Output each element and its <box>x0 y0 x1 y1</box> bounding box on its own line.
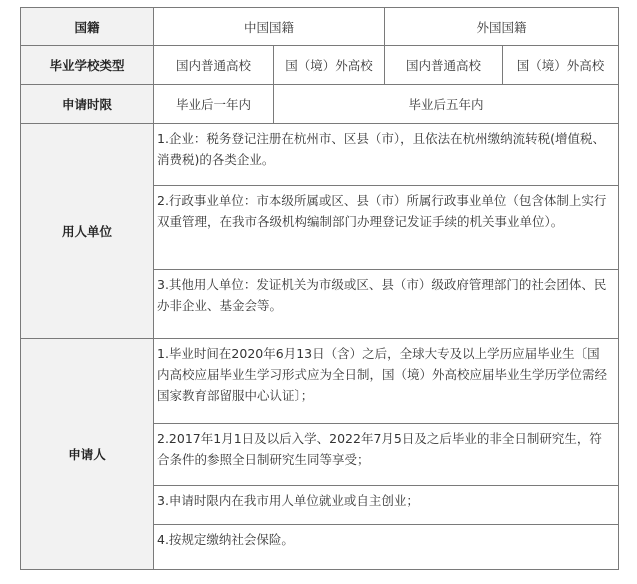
row-applicant <box>21 339 619 570</box>
cell-foreign-nationality: 外国国籍 <box>385 8 619 46</box>
policy-table-page <box>20 7 618 578</box>
applicant-item-graduates: 1.毕业时间在2020年6月13日（含）之后，全球大专及以上学历应届毕业生〔国内高校应届毕业生学习形式应为全日制，国（境）外高校应届毕业生学历学位需经国家教育部留服中心认证〕； <box>154 339 618 424</box>
cell-overseas-school-2: 国（境）外高校 <box>503 46 619 85</box>
cell-chinese-nationality: 中国国籍 <box>154 8 385 46</box>
cell-one-year: 毕业后一年内 <box>154 85 274 124</box>
row-school-type <box>21 46 619 85</box>
employer-item-public-institution: 2.行政事业单位：市本级所属或区、县（市）所属行政事业单位（包含体制上实行双重管理，在我市各级机构编制部门办理登记发证手续的机关事业单位）。 <box>154 186 618 270</box>
header-time-limit: 申请时限 <box>21 85 154 124</box>
header-employer: 用人单位 <box>21 124 154 339</box>
employer-item-enterprise: 1.企业：税务登记注册在杭州市、区县（市），且依法在杭州缴纳流转税(增值税、消费税)的各类企业。 <box>154 124 618 186</box>
cell-applicant-list <box>154 339 619 570</box>
cell-employer-list <box>154 124 619 339</box>
applicant-item-social-insurance: 4.按规定缴纳社会保险。 <box>157 532 294 547</box>
cell-domestic-school-2: 国内普通高校 <box>385 46 503 85</box>
cell-five-years: 毕业后五年内 <box>274 85 619 124</box>
eligibility-table <box>20 7 619 570</box>
applicant-item-employment: 3.申请时限内在我市用人单位就业或自主创业； <box>154 486 618 525</box>
cell-overseas-school-1: 国（境）外高校 <box>274 46 385 85</box>
header-school-type: 毕业学校类型 <box>21 46 154 85</box>
applicant-item-part-time-grad: 2.2017年1月1日及以后入学、2022年7月5日及之后毕业的非全日制研究生，符合条件的参照全日制研究生同等享受； <box>154 424 618 486</box>
employer-items <box>154 124 618 330</box>
header-applicant: 申请人 <box>21 339 154 570</box>
row-employer <box>21 124 619 339</box>
header-nationality: 国籍 <box>21 8 154 46</box>
applicant-items <box>154 339 618 563</box>
row-nationality <box>21 8 619 46</box>
employer-item-other: 3.其他用人单位：发证机关为市级或区、县（市）级政府管理部门的社会团体、民办非企业、基金会等。 <box>157 277 607 313</box>
row-time-limit <box>21 85 619 124</box>
cell-domestic-school-1: 国内普通高校 <box>154 46 274 85</box>
